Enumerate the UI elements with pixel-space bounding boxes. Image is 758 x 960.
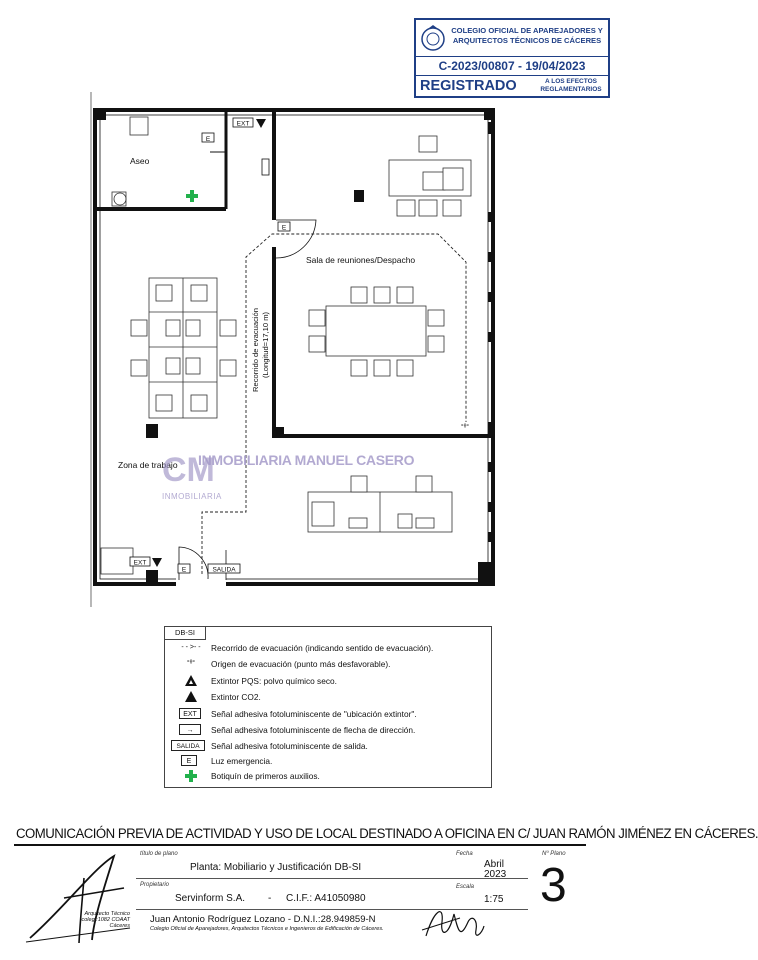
sign-ext-bottom: EXT [133,559,147,567]
plan-label: título de plano [140,851,178,857]
watermark-sub: INMOBILIARIA [162,492,222,501]
author-name: Juan Antonio Rodríguez Lozano - D.N.I.:28.949859-N [150,914,376,925]
sign-exit: SALIDA [212,566,236,574]
date-year: 2023 [484,869,507,880]
sign-ext-top: EXT [236,120,250,128]
direction-arrow-icon: → [179,724,201,735]
cif-value: C.I.F.: A41050980 [286,893,366,904]
legend-item: Extintor PQS: polvo químico seco. [165,674,491,688]
legend [164,626,492,788]
arrow-sign [262,159,269,175]
owner-value: Servinform S.A. [175,893,246,904]
extinguisher-icon [256,119,266,128]
watermark [162,448,462,508]
sign-e-exit: E [181,566,187,574]
scale-label: Escala [456,884,475,890]
stamp-code: C-2023/00807 - 19/04/2023 [416,57,608,76]
signature-caption: Arquitecto Técnico coleg.:1082 COAAT Cáceres [81,911,130,929]
evacuation-arrow-icon: - - >- - [181,644,201,651]
legend-item: SALIDA Señal adhesiva fotoluminiscente de salida. [165,739,491,753]
legend-item: °ᶿ° Origen de evacuación (punto más desfavorable). [165,657,491,671]
document-title: COMUNICACIÓN PREVIA DE ACTIVIDAD Y USO DE LOCAL DESTINADO A OFICINA EN C/ JUAN RAMÓN JIMÉNEZ EN CÁCERES. [16,826,758,842]
cif-separator: - [268,893,272,904]
stamp-header [416,20,608,57]
ext-sign-icon: EXT [179,708,201,719]
author-org: Colegio Oficial de Aparejadores, Arquitectos Técnicos e Ingenieros de Edificación de Cáceres. [150,926,384,932]
sign-e-meeting: E [281,224,287,232]
extinguisher-co2-icon [177,691,205,702]
legend-item: → Señal adhesiva fotoluminiscente de flecha de dirección. [165,723,491,737]
evacuation-length: (Longitud=17,10 m) [261,311,270,378]
sheet-label: Nº Plano [542,851,566,857]
title-underline [14,844,586,846]
signature-logo [24,848,134,946]
sign-e-aseo: E [205,136,211,143]
evacuation-label: Recorrido de evacuación [251,307,260,392]
author-signature [420,900,486,944]
legend-item: E Luz emergencia. [165,754,491,768]
extinguisher-icon [152,558,162,567]
room-label-work: Zona de trabajo [118,460,178,470]
exit-sign-icon: SALIDA [171,740,205,751]
legend-header: DB-SI [165,627,206,640]
scale-value: 1:75 [484,894,504,905]
room-label-aseo: Aseo [130,156,150,166]
legend-item: EXT Señal adhesiva fotoluminiscente de "ubicación extintor". [165,707,491,721]
legend-item: - - >- - Recorrido de evacuación (indicando sentido de evacuación). [165,641,491,655]
evacuation-origin-icon: °ᶿ° [186,660,196,667]
sheet-number: 3 [540,859,567,912]
room-label-meeting: Sala de reuniones/Despacho [306,255,416,265]
divider [136,878,528,879]
first-aid-icon [177,770,205,781]
emergency-light-icon: E [181,755,197,766]
extinguisher-pqs-icon [177,675,205,686]
registration-stamp [414,18,610,98]
evacuation-origin-icon: °ᶿ° [460,424,470,431]
first-aid-icon [186,190,198,202]
plan-value: Planta: Mobiliario y Justificación DB-SI [190,862,362,873]
stamp-effects: A LOS EFECTOS REGLAMENTARIOS [540,78,602,93]
stamp-registered: REGISTRADO [420,78,517,94]
date-label: Fecha [456,851,473,857]
watermark-name: INMOBILIARIA MANUEL CASERO [198,452,415,468]
owner-label: Propietario [140,882,170,888]
stamp-org: COLEGIO OFICIAL DE APAREJADORES Y ARQUITECTOS TÉCNICOS DE CÁCERES [451,26,603,45]
floor-plan [86,92,516,612]
watermark-logo: CM [162,451,215,489]
legend-item: Botiquín de primeros auxilios. [165,769,491,783]
college-seal-icon [420,24,446,52]
date-month: Abril [484,859,505,870]
legend-item: Extintor CO2. [165,690,491,704]
